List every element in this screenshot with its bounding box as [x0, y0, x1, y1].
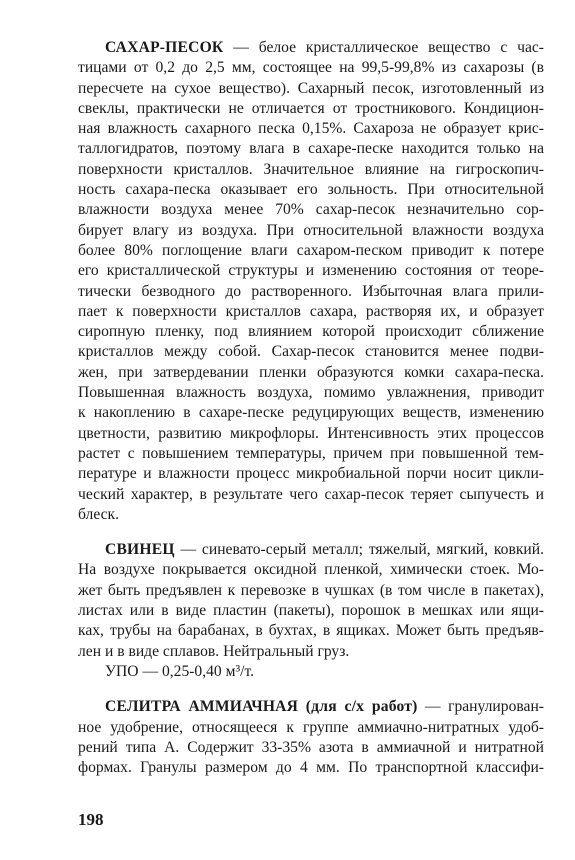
- entry-line: тически безводного до растворенного. Избыточная влага прили-: [78, 282, 544, 300]
- entry-line: растет с повышением температуры, причем при повышенной тем-: [78, 444, 544, 462]
- upo-line: УПО — 0,25-0,40 м³/т.: [105, 662, 255, 680]
- entry-line: сиропную пленку, под влиянием которой происходит сближение: [78, 323, 544, 341]
- entry-term: СВИНЕЦ: [105, 541, 175, 559]
- entry-line: более 80% поглощение влаги сахаром-песком приводит к потере: [78, 241, 544, 259]
- entry-term: СЕЛИТРА АММИАЧНАЯ (для с/х работ): [105, 698, 418, 716]
- entry-line: лен и в виде сплавов. Нейтральный груз.: [78, 642, 350, 660]
- entry-term: САХАР-ПЕСОК: [105, 39, 224, 56]
- entry-line: На воздухе покрывается оксидной пленкой, химически стоек. Мо-: [78, 561, 544, 579]
- entry-line: Повышенная влажность воздуха, помимо увлажнения, приводит: [78, 384, 544, 402]
- entry-line: ная влажность сахарного песка 0,15%. Сахароза не образует крис-: [78, 120, 544, 138]
- entry-line: ках, трубы на барабанах, в бухтах, в ящиках. Может быть предъяв-: [78, 622, 544, 640]
- entry-lead: [78, 540, 544, 682]
- entry-line: жен, при затвердевании пленки образуются комки сахара-песка.: [78, 363, 544, 381]
- entry-line: бирует влагу из воздуха. При относительной влажности воздуха: [78, 221, 544, 239]
- entry-line: влажности воздуха менее 70% сахар-песок незначительно сор-: [78, 201, 544, 219]
- page-number: 198: [78, 810, 104, 829]
- entry-line: поверхности кристаллов. Значительное влияние на гигроскопич-: [78, 160, 544, 178]
- entry-line: жет быть предъявлен к перевозке в чушках (в том числе в пакетах),: [78, 581, 544, 599]
- entry-line: цветности, развитию микрофлоры. Интенсивность этих процессов: [78, 424, 544, 442]
- entry-line: свеклы, практически не отличается от тростникового. Кондицион-: [78, 99, 544, 117]
- entry-line: блеск.: [78, 505, 120, 523]
- entry-line: таллогидратов, поэтому влага в сахаре-песке находится только на: [78, 140, 544, 158]
- entry-sugar: [78, 38, 544, 525]
- text-column: [78, 38, 544, 778]
- entry-line: СВИНЕЦ — синевато-серый металл; тяжелый, мягкий, ковкий.: [105, 541, 544, 559]
- entry-line: пересчете на сухое вещество). Сахарный песок, изготовленный из: [78, 79, 544, 97]
- entry-line: СЕЛИТРА АММИАЧНАЯ (для с/х работ) — гранулирован-: [105, 698, 544, 716]
- entry-line: пает к поверхности кристаллов сахара, растворяя их, и образует: [78, 302, 544, 320]
- entry-line: формах. Гранулы размером до 4 мм. По транспортной классифи-: [78, 759, 544, 777]
- entry-line: кристаллов между собой. Сахар-песок становится менее подви-: [78, 343, 544, 361]
- entry-line: тицами от 0,2 до 2,5 мм, состоящее на 99,5-99,8% из сахарозы (в: [78, 59, 544, 77]
- entry-line: его кристаллической структуры и изменению состояния от теоре-: [78, 262, 544, 280]
- entry-line: рений типа А. Содержит 33-35% азота в аммиачной и нитратной: [78, 738, 544, 756]
- entry-line: ческий характер, в результате чего сахар-песок теряет сыпучесть и: [78, 485, 544, 503]
- entry-line: ность сахара-песка оказывает его зольность. При относительной: [78, 181, 544, 199]
- entry-line: к накоплению в сахаре-песке редуцирующих веществ, изменению: [78, 404, 544, 422]
- entry-line: пературе и влажности процесс микробиальной порчи носит цикли-: [78, 465, 544, 483]
- entry-line: листах или в виде пластин (пакеты), порошок в мешках или ящи-: [78, 602, 544, 620]
- entry-line: САХАР-ПЕСОК — белое кристаллическое вещество с час-: [105, 39, 544, 56]
- entry-ammonium-nitrate: [78, 697, 544, 778]
- entry-line: ное удобрение, относящееся к группе аммиачно-нитратных удоб-: [78, 718, 544, 736]
